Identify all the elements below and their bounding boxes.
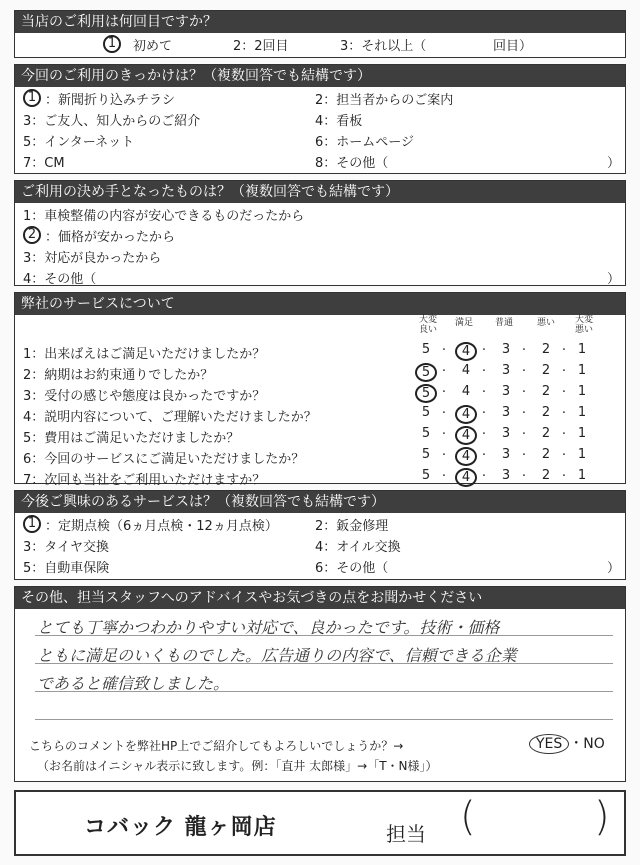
rating-option: 5 (421, 447, 431, 462)
section-title: その他、担当スタッフへのアドバイスやお気づきの点をお聞かせください (15, 587, 625, 609)
option-label: 2：担当者からのご案内 (315, 93, 454, 108)
rating-row (15, 446, 625, 467)
option-label: ：価格が安かったから (45, 230, 176, 245)
separator-dot: · (521, 448, 527, 463)
rating-option: 5 (421, 342, 431, 357)
separator-dot: · (441, 385, 447, 400)
separator-dot: · (441, 448, 447, 463)
separator-dot: · (561, 469, 567, 484)
rating-option-selected: 4 (455, 447, 477, 466)
rating-option: 2 (541, 342, 551, 357)
separator-dot: · (521, 406, 527, 421)
section-interest (14, 490, 626, 580)
rating-option: 2 (541, 405, 551, 420)
rating-option-selected: 5 (415, 363, 437, 382)
section-title: 当店のご利用は何回目ですか？ (15, 11, 625, 33)
rating-option: 3 (501, 447, 511, 462)
separator-dot: · (441, 406, 447, 421)
separator-dot: · (481, 448, 487, 463)
option-label: 4：オイル交換 (315, 540, 401, 555)
handwritten-line: であると確信致しました。 (37, 674, 230, 693)
rating-question: 7：次回も当社をご利用いただけますか？ (23, 473, 266, 488)
consent-text: こちらのコメントを弊社HP上でご紹介してもよろしいでしょうか？→ (29, 739, 404, 753)
option-label: 7：CM (23, 156, 65, 171)
circle-mark: 1 (23, 89, 41, 107)
section-deciding-factor (14, 180, 626, 286)
section-title: ご利用の決め手となったものは？（複数回答でも結構です） (15, 181, 625, 203)
options-row (15, 33, 625, 57)
option-label: 2：鈑金修理 (315, 519, 389, 534)
section-trigger (14, 64, 626, 174)
option-label: ：新聞折り込みチラシ (45, 93, 176, 108)
rating-question: 1：出来ばえはご満足いただけましたか？ (23, 347, 266, 362)
rating-option: 3 (501, 426, 511, 441)
rating-option-selected: 4 (455, 405, 477, 424)
section-service-rating (14, 292, 626, 488)
rating-row (15, 467, 625, 488)
option-label: 1：車検整備の内容が安心できるものだったから (23, 209, 305, 224)
option-row (15, 245, 625, 266)
separator-dot: · (481, 427, 487, 442)
option-more-suffix: 回目） (493, 39, 533, 54)
separator-dot: · (481, 364, 487, 379)
section-comments (14, 586, 626, 782)
rating-row (15, 341, 625, 362)
option-label: 3：タイヤ交換 (23, 540, 110, 555)
separator-dot: · (521, 385, 527, 400)
rating-option: 1 (577, 342, 587, 357)
separator-dot: · (561, 406, 567, 421)
no-option: NO (583, 736, 605, 752)
option-row (15, 224, 625, 245)
rating-question: 6：今回のサービスにご満足いただけましたか？ (23, 452, 305, 467)
writing-line (35, 719, 613, 720)
separator-dot: · (561, 427, 567, 442)
close-paren: ） (607, 561, 621, 576)
option-more: 3：それ以上（ (340, 39, 427, 54)
handwritten-line: とても丁寧かつわかりやすい対応で、良かったです。技術・価格 (37, 618, 500, 637)
rating-row (15, 404, 625, 425)
option-label: 5：自動車保険 (23, 561, 110, 576)
option-label: 4：看板 (315, 114, 363, 129)
rating-row (15, 425, 625, 446)
rating-option: 4 (461, 384, 471, 399)
separator-dot: · (521, 343, 527, 358)
rating-option: 1 (577, 447, 587, 462)
option-row (15, 87, 625, 108)
rating-option: 2 (541, 468, 551, 483)
option-row (15, 555, 625, 576)
option-label: 6：ホームページ (315, 135, 415, 150)
rating-option: 1 (577, 426, 587, 441)
option-label: 5：インターネット (23, 135, 135, 150)
store-name: コバック 龍ヶ岡店 (84, 815, 277, 840)
option-first: 初めて (133, 39, 173, 54)
handwritten-line: ともに満足のいくものでした。広告通りの内容で、信頼できる企業 (37, 646, 517, 665)
rating-row (15, 383, 625, 404)
option-row (15, 203, 625, 224)
rating-option: 5 (421, 405, 431, 420)
close-paren: ） (607, 272, 621, 287)
rating-row (15, 362, 625, 383)
separator-dot: · (441, 469, 447, 484)
rating-question: 2：納期はお約束通りでしたか？ (23, 368, 214, 383)
option-label: ：定期点検（6ヵ月点検・12ヵ月点検） (45, 519, 278, 534)
rating-option: 3 (501, 384, 511, 399)
option-row (15, 266, 625, 287)
choice-separator: ・ (569, 736, 584, 752)
initials-note: （お名前はイニシャル表示に致します。例：「直井 太郎様」→「T・N様」） (37, 759, 438, 773)
scale-header: 大変良い (418, 315, 437, 335)
rating-option: 2 (541, 426, 551, 441)
scale-header: 悪い (537, 318, 556, 328)
scale-header: 普通 (495, 318, 514, 328)
rating-option: 3 (501, 405, 511, 420)
separator-dot: · (561, 364, 567, 379)
scale-header: 満足 (455, 318, 474, 328)
separator-dot: · (441, 364, 447, 379)
rating-option: 1 (577, 405, 587, 420)
rating-option: 5 (421, 468, 431, 483)
rating-option: 2 (541, 384, 551, 399)
scale-header-row (15, 315, 625, 341)
scale-header: 大変悪い (574, 315, 593, 335)
separator-dot: · (441, 427, 447, 442)
option-label: 3：ご友人、知人からのご紹介 (23, 114, 201, 129)
option-label: 6：その他（ (315, 561, 389, 576)
section-visit-count (14, 10, 626, 58)
separator-dot: · (561, 385, 567, 400)
rating-option-selected: 5 (415, 384, 437, 403)
rating-option-selected: 4 (455, 342, 477, 361)
rating-option: 1 (577, 384, 587, 399)
option-row (15, 513, 625, 534)
separator-dot: · (441, 343, 447, 358)
rating-question: 4：説明内容について、ご理解いただけましたか？ (23, 410, 317, 425)
section-title: 今回のご利用のきっかけは？（複数回答でも結構です） (15, 65, 625, 87)
rating-option: 4 (461, 363, 471, 378)
close-paren: ） (607, 156, 621, 171)
option-row (15, 129, 625, 150)
rating-question: 5：費用はご満足いただけましたか？ (23, 431, 240, 446)
option-row (15, 150, 625, 171)
rating-option: 3 (501, 342, 511, 357)
option-second: 2：2回目 (233, 39, 289, 54)
option-label: 4：その他（ (23, 272, 97, 287)
separator-dot: · (561, 343, 567, 358)
staff-close-paren: ) (594, 794, 610, 840)
rating-option: 3 (501, 468, 511, 483)
rating-option: 1 (577, 468, 587, 483)
rating-question: 3：受付の感じや態度は良かったですか？ (23, 389, 266, 404)
separator-dot: · (521, 469, 527, 484)
separator-dot: · (481, 343, 487, 358)
option-row (15, 534, 625, 555)
separator-dot: · (481, 385, 487, 400)
separator-dot: · (521, 427, 527, 442)
circle-mark: 1 (23, 515, 41, 533)
option-row (15, 108, 625, 129)
rating-option-selected: 4 (455, 468, 477, 487)
separator-dot: · (481, 469, 487, 484)
option-label: 8：その他（ (315, 156, 389, 171)
consent-question (29, 737, 403, 754)
yes-option: YES (529, 734, 569, 754)
staff-open-paren: ( (460, 794, 476, 840)
rating-option: 3 (501, 363, 511, 378)
circle-mark: 2 (23, 226, 41, 244)
circle-mark: 1 (103, 35, 121, 53)
separator-dot: · (481, 406, 487, 421)
consent-choice (529, 733, 605, 754)
rating-option: 2 (541, 363, 551, 378)
rating-option: 2 (541, 447, 551, 462)
section-title: 弊社のサービスについて (15, 293, 625, 315)
rating-option: 5 (421, 426, 431, 441)
separator-dot: · (561, 448, 567, 463)
store-footer (14, 790, 626, 856)
rating-rows (15, 341, 625, 488)
section-title: 今後ご興味のあるサービスは？（複数回答でも結構です） (15, 491, 625, 513)
option-label: 3：対応が良かったから (23, 251, 162, 266)
rating-option-selected: 4 (455, 426, 477, 445)
staff-label: 担当 (386, 822, 426, 846)
rating-option: 1 (577, 363, 587, 378)
separator-dot: · (521, 364, 527, 379)
